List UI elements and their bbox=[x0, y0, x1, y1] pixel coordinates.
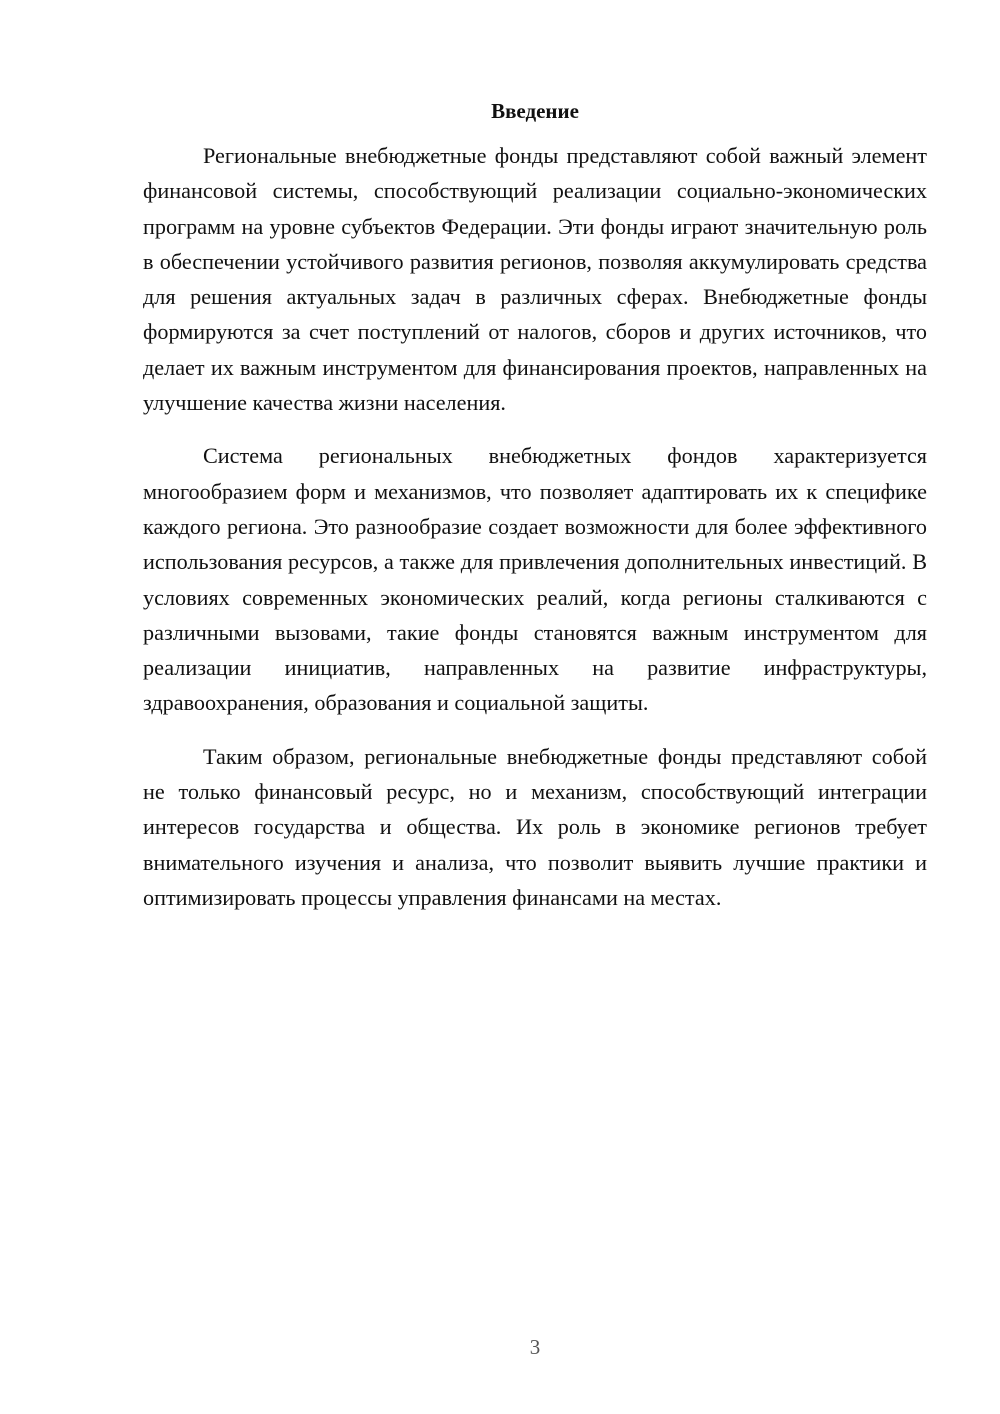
paragraph-1: Региональные внебюджетные фонды представляют собой важный элемент финансовой системы, способствующий реализации социально-экономических программ на уровне субъектов Федерации. Эти фонды играют значительную роль в обеспечении устойчивого развития регионов, позволяя аккумулировать средства для решения актуальных задач в различных сферах. Внебюджетные фонды формируются за счет поступлений от налогов, сборов и других источников, что делает их важным инструментом для финансирования проектов, направленных на улучшение качества жизни населения. bbox=[143, 143, 927, 416]
paragraph-3: Таким образом, региональные внебюджетные фонды представляют собой не только финансовый ресурс, но и механизм, способствующий интеграции интересов государства и общества. Их роль в экономике регионов требует внимательного изучения и анализа, что позволит выявить лучшие практики и оптимизировать процессы управления финансами на местах. bbox=[143, 743, 927, 910]
page-content bbox=[143, 96, 927, 933]
page-number: 3 bbox=[529, 1335, 541, 1359]
paragraph-2: Система региональных внебюджетных фондов характеризуется многообразием форм и механизмов, что позволяет адаптировать их к специфике каждого региона. Это разнообразие создает возможности для более эффективного использования ресурсов, а также для привлечения дополнительных инвестиций. В условиях современных экономических реалий, когда регионы сталкиваются с различными вызовами, такие фонды становятся важным инструментом для реализации инициатив, направленных на развитие инфраструктуры, здравоохранения, образования и социальной защиты. bbox=[143, 443, 927, 716]
section-title: Введение bbox=[491, 99, 579, 123]
